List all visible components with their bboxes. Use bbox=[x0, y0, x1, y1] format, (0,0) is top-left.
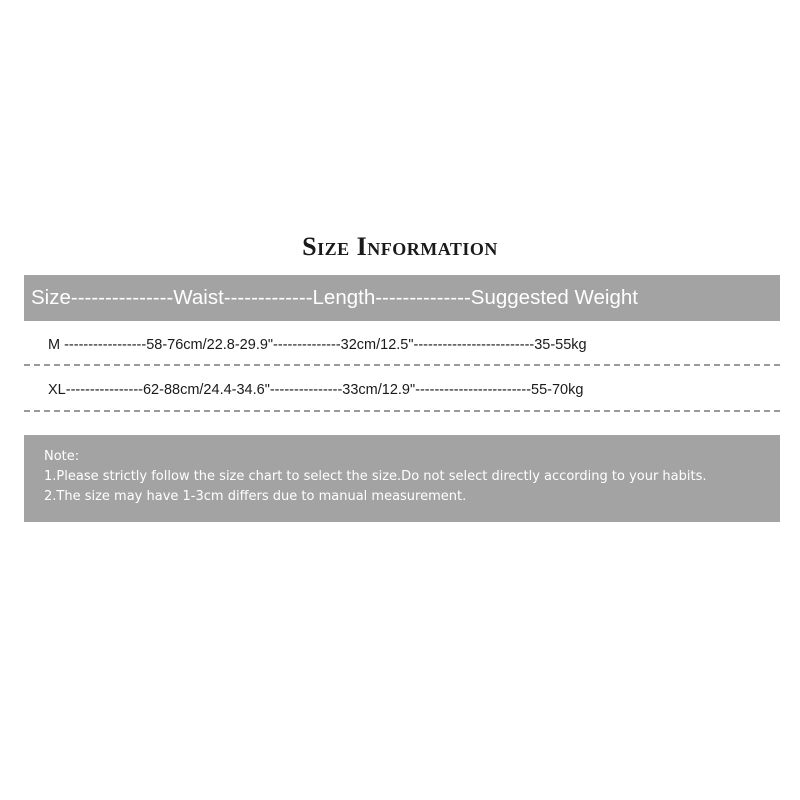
note-box bbox=[24, 435, 780, 522]
row-divider bbox=[24, 364, 780, 366]
page-title: Size Information bbox=[302, 232, 498, 261]
note-line: 1.Please strictly follow the size chart to select the size.Do not select directly according to your habits. bbox=[44, 469, 707, 484]
size-table-header-text: Size---------------Waist-------------Length--------------Suggested Weight bbox=[31, 286, 638, 309]
table-row-text: M -----------------58-76cm/22.8-29.9"--------------32cm/12.5"-------------------------35-55kg bbox=[48, 337, 587, 353]
note-heading: Note: bbox=[44, 449, 80, 464]
table-row bbox=[24, 369, 780, 409]
table-row-text: XL----------------62-88cm/24.4-34.6"---------------33cm/12.9"------------------------55-70kg bbox=[48, 382, 584, 398]
row-divider bbox=[24, 410, 780, 412]
note-line: 2.The size may have 1-3cm differs due to manual measurement. bbox=[44, 489, 467, 504]
table-row bbox=[24, 324, 780, 364]
size-table-header bbox=[24, 275, 780, 321]
